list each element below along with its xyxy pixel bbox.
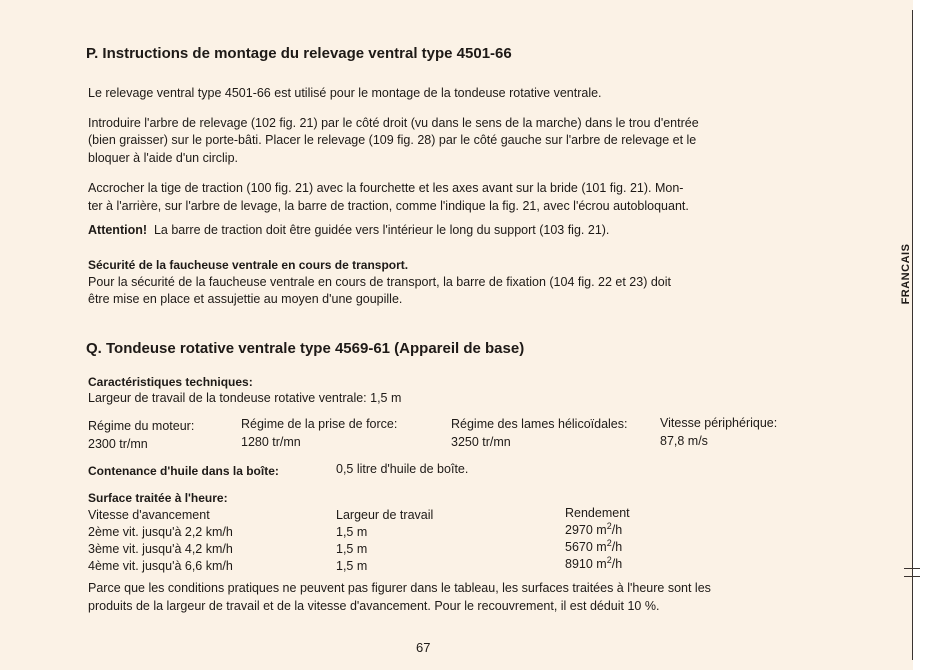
section-p-para3-line1: Accrocher la tige de traction (100 fig. 21) avec la fourchette et les axes avant sur la bride (101 fig. 21). Mon- [88,181,684,195]
table-header: Largeur de travail [336,508,434,522]
table-cell-speed: 3ème vit. jusqu'à 4,2 km/h [88,542,233,556]
page-edge-line [912,10,913,660]
table-cell-yield: 2970 $m^2/h$ [565,521,623,537]
attention-text: La barre de traction doit être guidée vers l'intérieur le long du support (103 fig. 21). [153,223,610,237]
specs-heading: Caractéristiques techniques: [88,375,253,389]
language-tab: FRANCAIS [900,243,912,305]
attention-label: Attention! [88,223,148,237]
section-q-heading: Q. Tondeuse rotative ventrale type 4569-61 (Appareil de base) [86,340,525,357]
spec-label: Régime de la prise de force: [241,417,398,431]
page-margin [913,0,950,670]
table-header: Rendement [565,506,630,520]
table-cell-yield: 5670 $m^2/h$ [565,538,623,554]
table-header: Vitesse d'avancement [88,508,210,522]
spec-label: Vitesse périphérique: [660,416,778,430]
section-p-heading: P. Instructions de montage du relevage ventral type 4501-66 [86,45,512,62]
table-cell-speed: 4ème vit. jusqu'à 6,6 km/h [88,559,233,573]
page-number: 67 [416,640,431,655]
safety-text-line2: être mise en place et assujettie au moyen d'une goupille. [88,292,403,306]
surface-heading: Surface traitée à l'heure: [88,491,228,505]
spec-value: 1280 tr/mn [241,435,301,449]
spec-value: 2300 tr/mn [88,437,148,451]
closing-line1: Parce que les conditions pratiques ne peuvent pas figurer dans le tableau, les surfaces traitées à l'heure sont les [88,581,711,595]
mowing-width-line: Largeur de travail de la tondeuse rotative ventrale: 1,5 m [88,391,402,405]
spec-label: Régime des lames hélicoïdales: [451,417,628,431]
table-cell-speed: 2ème vit. jusqu'à 2,2 km/h [88,525,233,539]
safety-text-line1: Pour la sécurité de la faucheuse ventrale en cours de transport, la barre de fixation (104 fig. 22 et 23) doit [88,275,671,289]
safety-heading: Sécurité de la faucheuse ventrale en cours de transport. [88,258,409,272]
table-cell-width: 1,5 m [336,525,368,539]
section-p-para2-line2: (bien graisser) sur le porte-bâti. Placer le relevage (109 fig. 28) par le côté gauche sur l'arbre de relevage et le [88,133,697,147]
section-p-para2-line3: bloquer à l'aide d'un circlip. [88,151,238,165]
section-p-para3-line2: ter à l'arrière, sur l'arbre de levage, la barre de traction, comme l'indique la fig. 21, avec l'écrou autobloquant. [88,199,689,213]
table-cell-yield: 8910 $m^2/h$ [565,555,623,571]
oil-capacity-label: Contenance d'huile dans la boîte: [88,464,279,478]
spec-value: 3250 tr/mn [451,435,511,449]
edge-tick-mark [904,568,920,569]
spec-value: 87,8 m/s [660,434,708,448]
closing-line2: produits de la largeur de travail et de la vitesse d'avancement. Pour le recouvrement, il est déduit 10 %. [88,599,660,613]
section-p-para2-line1: Introduire l'arbre de relevage (102 fig. 21) par le côté droit (vu dans le sens de la marche) dans le trou d'entrée [88,116,699,130]
table-cell-width: 1,5 m [336,559,368,573]
oil-capacity-value: 0,5 litre d'huile de boîte. [336,462,469,476]
table-cell-width: 1,5 m [336,542,368,556]
attention-note [88,222,609,239]
section-p-para1: Le relevage ventral type 4501-66 est utilisé pour le montage de la tondeuse rotative ventrale. [88,86,602,100]
spec-label: Régime du moteur: [88,419,195,433]
edge-tick-mark [904,576,920,577]
